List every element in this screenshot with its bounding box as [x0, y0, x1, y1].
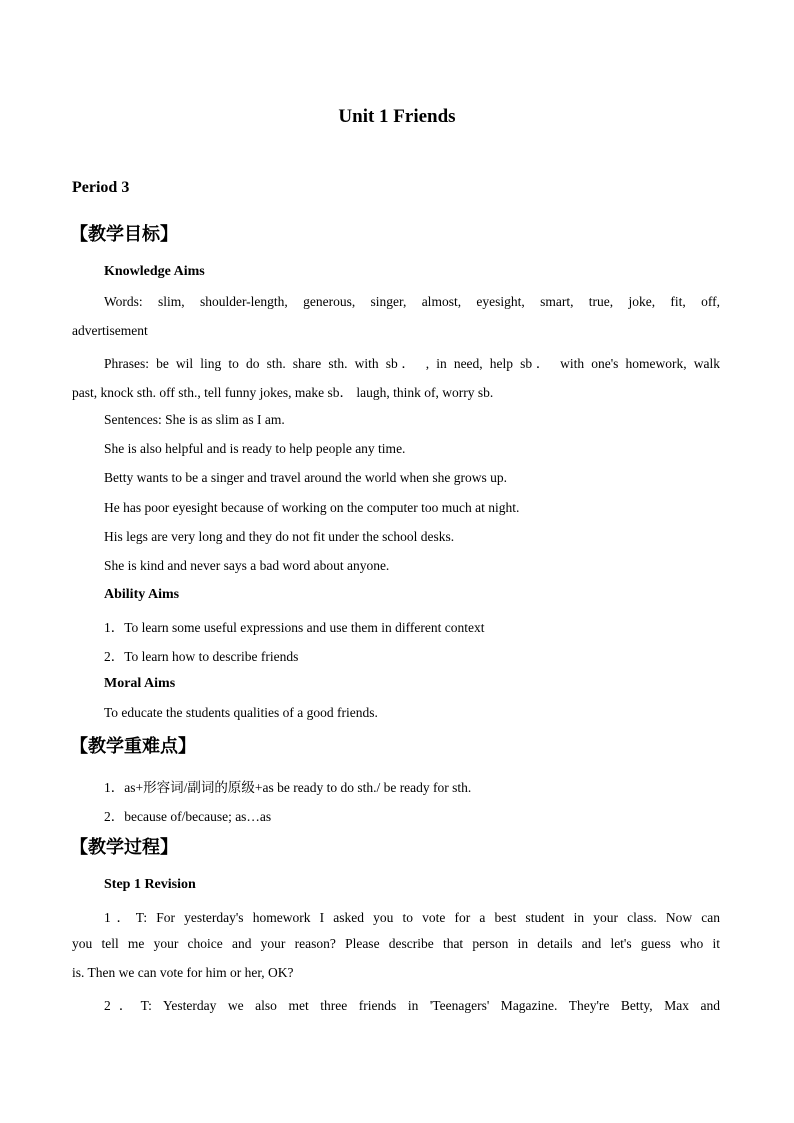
- sentence-line: He has poor eyesight because of working on the computer too much at night.: [104, 500, 520, 515]
- period-heading: Period 3: [72, 179, 130, 196]
- sentence-line: She is kind and never says a bad word about anyone.: [104, 558, 390, 573]
- moral-aims-heading: Moral Aims: [104, 676, 176, 691]
- unit-title: Unit 1 Friends: [338, 106, 456, 127]
- sentence-line: His legs are very long and they do not fit under the school desks.: [104, 529, 455, 544]
- step1-paragraph1-line1: 1．T: For yesterday's homework I asked you to vote for a best student in your class. Now can: [104, 910, 720, 925]
- knowledge-aims-heading: Knowledge Aims: [104, 264, 205, 279]
- section-objectives: 【教学目标】: [70, 224, 178, 245]
- section-process: 【教学过程】: [70, 837, 178, 858]
- key-point-item: 1．as+形容词/副词的原级+as be ready to do sth./ be ready for sth.: [104, 780, 472, 795]
- section-key-points: 【教学重难点】: [70, 736, 196, 757]
- words-line-1: Words: slim, shoulder-length, generous, singer, almost, eyesight, smart, true, joke, fit, off,: [104, 294, 720, 309]
- phrases-line-1: Phrases: be wil ling to do sth. share sth. with sb． , in need, help sb． with one's homework, walk: [104, 356, 720, 371]
- sentence-line: Betty wants to be a singer and travel around the world when she grows up.: [104, 470, 508, 485]
- step1-paragraph2-line1: 2．T: Yesterday we also met three friends in 'Teenagers' Magazine. They're Betty, Max and: [104, 998, 720, 1013]
- step1-heading: Step 1 Revision: [104, 877, 196, 892]
- sentence-line: Sentences: She is as slim as I am.: [104, 412, 285, 427]
- ability-item: 1．To learn some useful expressions and use them in different context: [104, 620, 485, 635]
- phrases-line-2: past, knock sth. off sth., tell funny jokes, make sb． laugh, think of, worry sb.: [72, 385, 494, 400]
- ability-aims-heading: Ability Aims: [104, 587, 180, 602]
- sentence-line: She is also helpful and is ready to help people any time.: [104, 441, 406, 456]
- key-point-item: 2．because of/because; as…as: [104, 809, 272, 824]
- ability-item: 2．To learn how to describe friends: [104, 649, 299, 664]
- words-line-2: advertisement: [72, 323, 148, 338]
- step1-paragraph1-line2: you tell me your choice and your reason? Please describe that person in details and let's guess who it: [72, 936, 720, 951]
- moral-aims-text: To educate the students qualities of a good friends.: [104, 705, 378, 720]
- step1-paragraph1-line3: is. Then we can vote for him or her, OK?: [72, 965, 294, 980]
